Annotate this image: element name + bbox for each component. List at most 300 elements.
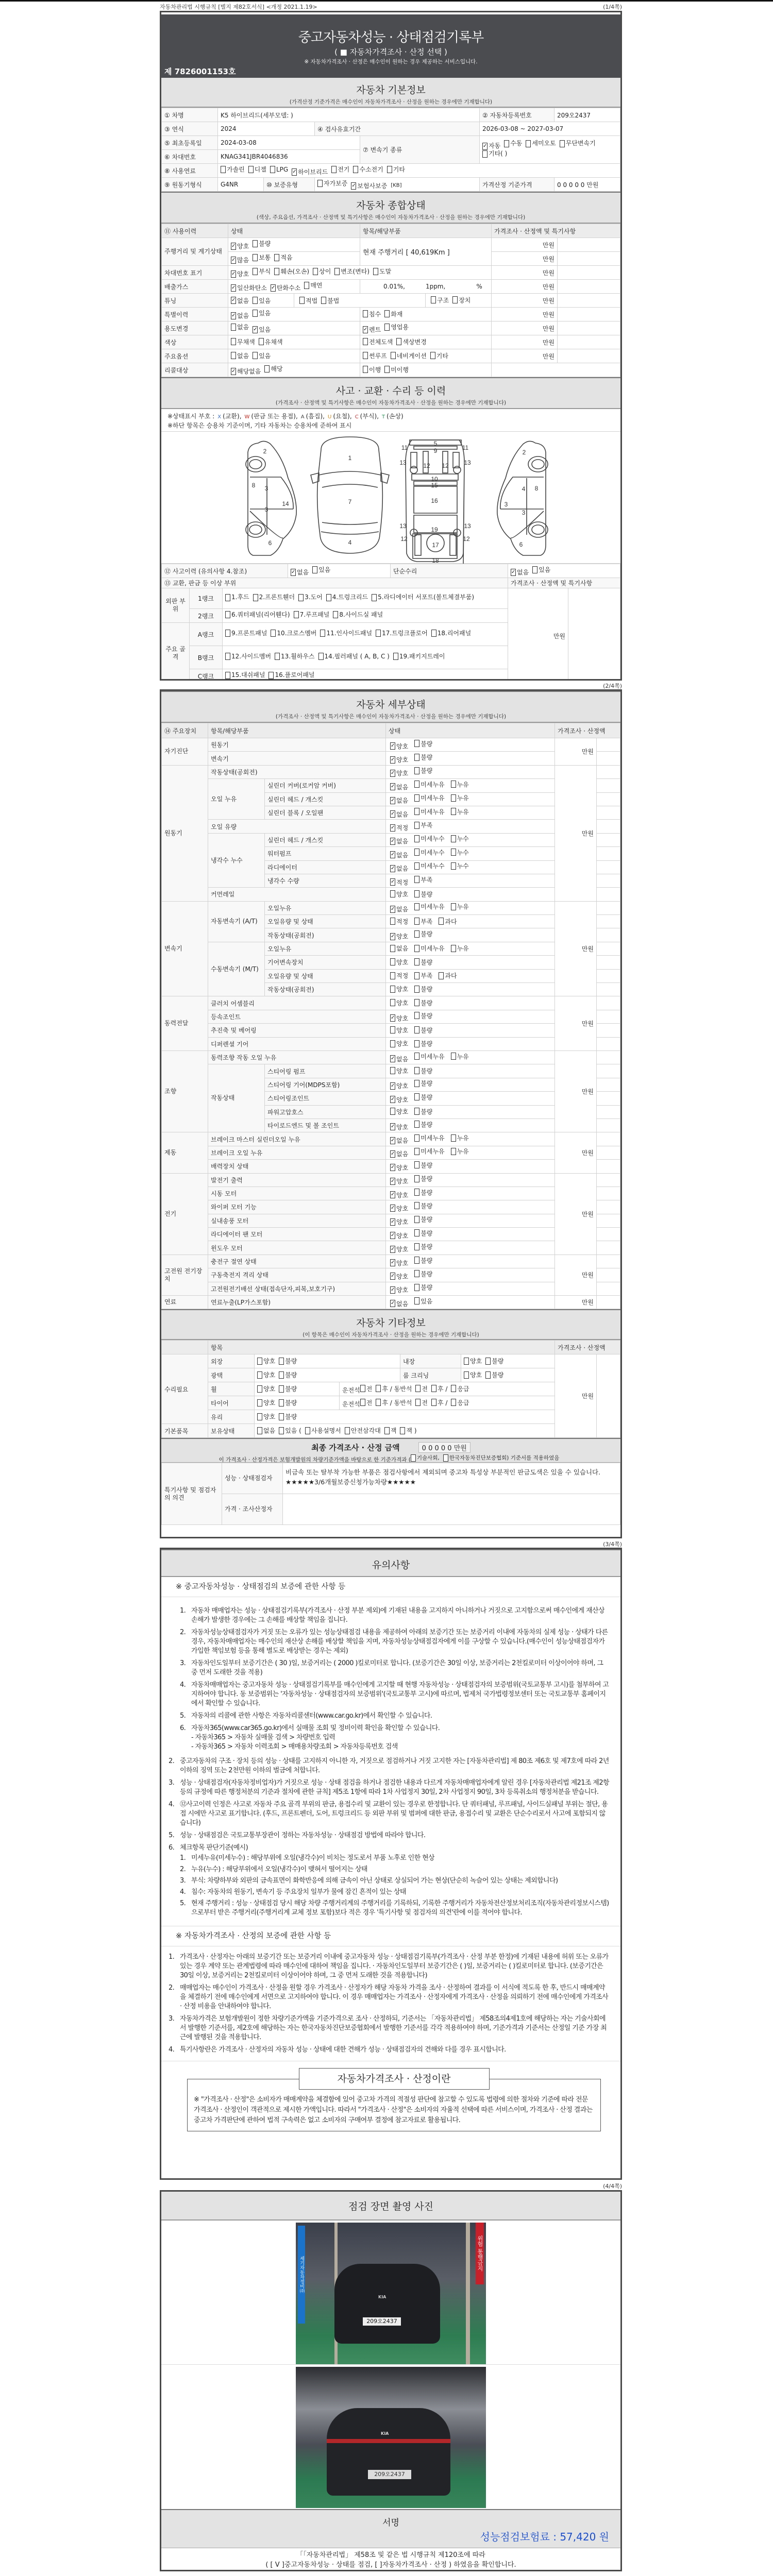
checkbox-option[interactable] [321,296,339,305]
checkbox[interactable] [373,268,378,275]
checkbox[interactable] [390,1300,395,1307]
checkbox-option[interactable] [482,142,500,150]
checkbox-option[interactable] [376,1398,412,1407]
checkbox-option[interactable] [414,821,432,829]
checkbox-option[interactable] [532,565,550,574]
checkbox-option[interactable] [353,165,383,174]
checkbox[interactable] [221,166,226,173]
checkbox[interactable] [414,930,419,938]
checkbox[interactable] [414,754,419,761]
checkbox-option[interactable] [390,1163,408,1172]
checkbox[interactable] [390,1259,395,1266]
checkbox-option[interactable] [326,594,368,601]
checkbox[interactable] [321,297,326,304]
checkbox-option[interactable] [360,1398,373,1407]
checkbox-option[interactable] [451,1133,469,1142]
checkbox-option[interactable] [390,1299,408,1308]
checkbox-option[interactable] [384,323,409,331]
checkbox-option[interactable] [351,181,387,190]
checkbox[interactable] [257,1399,262,1406]
checkbox[interactable] [317,180,323,187]
checkbox-option[interactable] [320,630,372,637]
checkbox-option[interactable] [414,848,444,857]
checkbox[interactable] [390,1123,395,1130]
checkbox[interactable] [443,1454,448,1462]
checkbox-option[interactable] [279,1426,301,1435]
checkbox-option[interactable] [414,766,432,775]
checkbox[interactable] [414,767,419,774]
checkbox[interactable] [526,140,531,147]
checkbox[interactable] [363,352,368,359]
checkbox[interactable] [415,1385,421,1392]
checkbox-option[interactable] [372,594,474,601]
checkbox-option[interactable] [390,1123,408,1131]
checkbox[interactable] [393,653,398,660]
checkbox[interactable] [411,1454,416,1462]
checkbox-option[interactable] [414,1256,432,1265]
checkbox[interactable] [439,918,444,925]
checkbox[interactable] [390,756,395,764]
checkbox[interactable] [384,310,390,317]
checkbox-option[interactable] [414,1283,432,1292]
checkbox[interactable] [320,630,325,637]
checkbox[interactable] [390,933,395,940]
checkbox[interactable] [482,150,488,158]
checkbox[interactable] [376,630,381,637]
checkbox[interactable] [225,630,230,637]
checkbox[interactable] [431,1385,436,1392]
checkbox-option[interactable] [414,958,432,967]
checkbox-option[interactable] [414,1011,432,1020]
checkbox[interactable] [231,257,236,264]
checkbox[interactable] [363,310,368,317]
checkbox-option[interactable] [451,1398,469,1407]
checkbox-option[interactable] [390,1191,408,1199]
checkbox[interactable] [431,1399,436,1406]
checkbox[interactable] [414,876,419,883]
checkbox[interactable] [231,297,236,304]
checkbox-option[interactable] [414,1188,432,1197]
checkbox[interactable] [451,835,456,842]
checkbox[interactable] [390,1067,395,1074]
checkbox[interactable] [451,1385,456,1392]
checkbox[interactable] [333,611,338,618]
checkbox-option[interactable] [253,325,271,334]
checkbox-option[interactable] [411,1454,440,1462]
checkbox-option[interactable] [271,283,300,292]
checkbox[interactable] [415,1399,421,1406]
checkbox-option[interactable] [451,834,469,843]
checkbox[interactable] [464,1358,469,1365]
checkbox-option[interactable] [390,1095,408,1104]
checkbox-option[interactable] [414,1107,432,1116]
checkbox-option[interactable] [231,351,249,360]
checkbox-option[interactable] [231,269,249,278]
checkbox-option[interactable] [291,568,309,577]
checkbox-option[interactable] [279,1412,297,1421]
checkbox-option[interactable] [390,917,408,926]
checkbox-option[interactable] [275,653,314,660]
checkbox[interactable] [253,240,258,247]
checkbox[interactable] [231,324,236,331]
checkbox[interactable] [390,783,395,790]
checkbox[interactable] [414,740,419,747]
checkbox-option[interactable] [390,890,408,899]
checkbox-option[interactable] [345,1426,381,1435]
checkbox[interactable] [292,168,297,176]
checkbox-option[interactable] [482,150,507,158]
checkbox-option[interactable] [415,1384,428,1393]
checkbox[interactable] [253,297,258,304]
checkbox[interactable] [451,1134,456,1142]
checkbox[interactable] [390,1205,395,1212]
checkbox[interactable] [331,166,337,173]
checkbox[interactable] [414,822,419,829]
checkbox-option[interactable] [414,1052,444,1061]
checkbox[interactable] [390,838,395,845]
checkbox-option[interactable] [390,932,408,941]
checkbox-option[interactable] [274,253,292,262]
checkbox[interactable] [414,1148,419,1155]
checkbox[interactable] [414,1202,419,1209]
checkbox-option[interactable] [430,351,448,360]
checkbox[interactable] [451,903,456,910]
checkbox-option[interactable] [225,594,249,601]
checkbox[interactable] [257,1385,262,1393]
checkbox-option[interactable] [390,1285,408,1294]
checkbox[interactable] [298,594,304,601]
checkbox-option[interactable] [390,971,408,980]
checkbox-option[interactable] [225,653,271,660]
checkbox-option[interactable] [414,753,432,761]
checkbox-option[interactable] [431,1398,447,1407]
checkbox-option[interactable] [390,1231,408,1240]
checkbox-option[interactable] [268,671,314,679]
checkbox[interactable] [451,862,456,870]
checkbox-option[interactable] [390,1136,408,1145]
checkbox-option[interactable] [391,351,427,360]
checkbox-option[interactable] [253,594,295,601]
checkbox[interactable] [259,338,264,345]
checkbox[interactable] [271,630,276,637]
checkbox[interactable] [414,1093,419,1100]
checkbox[interactable] [376,1399,381,1406]
checkbox[interactable] [312,566,317,573]
checkbox[interactable] [390,1055,395,1062]
checkbox[interactable] [414,1026,419,1033]
checkbox-option[interactable] [305,1426,341,1435]
checkbox-option[interactable] [414,917,432,926]
checkbox-option[interactable] [439,971,457,980]
checkbox[interactable] [253,310,258,317]
checkbox[interactable] [390,945,395,952]
checkbox-option[interactable] [390,823,408,832]
checkbox-option[interactable] [390,905,408,913]
checkbox[interactable] [390,770,395,777]
checkbox-option[interactable] [253,239,271,248]
checkbox-option[interactable] [415,1398,428,1407]
checkbox-option[interactable] [414,834,444,843]
checkbox-option[interactable] [253,253,271,262]
checkbox-option[interactable] [414,1120,432,1129]
checkbox[interactable] [414,972,419,979]
checkbox[interactable] [390,1218,395,1226]
checkbox-option[interactable] [451,944,469,953]
checkbox[interactable] [560,140,565,147]
checkbox-option[interactable] [390,1107,408,1116]
checkbox-option[interactable] [393,653,445,660]
checkbox-option[interactable] [231,367,261,376]
checkbox-option[interactable] [464,1357,482,1365]
checkbox-option[interactable] [294,611,330,619]
checkbox[interactable] [253,268,258,275]
checkbox-option[interactable] [231,283,267,292]
checkbox[interactable] [414,999,419,1006]
checkbox[interactable] [414,862,419,870]
checkbox[interactable] [279,1371,284,1379]
checkbox[interactable] [485,1371,491,1379]
checkbox-option[interactable] [376,1384,412,1393]
checkbox-option[interactable] [414,1242,432,1251]
checkbox-option[interactable] [363,351,387,360]
checkbox-option[interactable] [451,793,469,802]
checkbox[interactable] [257,1413,262,1420]
checkbox-option[interactable] [363,325,381,334]
checkbox[interactable] [390,851,395,858]
checkbox-option[interactable] [390,742,408,751]
checkbox[interactable] [304,282,309,289]
checkbox-option[interactable] [390,1055,408,1063]
checkbox[interactable] [439,972,444,979]
checkbox[interactable] [414,1161,419,1168]
checkbox-option[interactable] [257,1384,275,1393]
checkbox[interactable] [390,797,395,804]
checkbox[interactable] [390,865,395,872]
checkbox[interactable] [390,1014,395,1022]
checkbox-option[interactable] [414,1269,432,1278]
checkbox[interactable] [430,352,435,359]
checkbox-option[interactable] [363,365,381,374]
checkbox[interactable] [376,1385,381,1392]
checkbox[interactable] [231,270,236,278]
checkbox-option[interactable] [396,337,426,346]
checkbox-option[interactable] [414,1039,432,1048]
checkbox[interactable] [414,1297,419,1304]
checkbox[interactable] [231,352,236,359]
checkbox-option[interactable] [279,1370,297,1379]
checkbox-option[interactable] [333,611,383,619]
checkbox[interactable] [452,296,458,303]
checkbox[interactable] [532,566,537,573]
checkbox[interactable] [279,1399,284,1406]
checkbox[interactable] [414,794,419,802]
checkbox[interactable] [390,1178,395,1185]
checkbox[interactable] [384,1427,390,1434]
checkbox[interactable] [313,268,318,275]
checkbox[interactable] [391,352,396,359]
checkbox[interactable] [390,1026,395,1033]
checkbox[interactable] [275,653,280,660]
checkbox[interactable] [414,1243,419,1250]
checkbox-option[interactable] [443,1454,560,1462]
checkbox[interactable] [414,849,419,856]
checkbox-option[interactable] [231,296,249,305]
checkbox-option[interactable] [298,594,323,601]
checkbox[interactable] [511,569,516,576]
checkbox[interactable] [225,672,230,679]
checkbox[interactable] [390,1082,395,1090]
checkbox[interactable] [299,297,305,304]
checkbox-option[interactable] [451,1147,469,1156]
checkbox[interactable] [414,890,419,897]
checkbox[interactable] [390,1096,395,1103]
checkbox[interactable] [363,366,368,373]
checkbox-option[interactable] [400,1426,416,1435]
checkbox-option[interactable] [414,1093,432,1101]
checkbox-option[interactable] [384,310,402,318]
checkbox-option[interactable] [414,1174,432,1183]
checkbox[interactable] [372,594,377,601]
checkbox[interactable] [268,672,274,679]
checkbox[interactable] [390,1164,395,1171]
checkbox[interactable] [387,166,392,173]
checkbox-option[interactable] [485,1370,503,1379]
checkbox[interactable] [431,630,436,637]
checkbox-option[interactable] [313,267,331,276]
checkbox-option[interactable] [414,929,432,938]
checkbox-option[interactable] [431,1384,447,1393]
checkbox[interactable] [274,268,279,275]
checkbox[interactable] [414,1189,419,1196]
checkbox-option[interactable] [317,179,347,188]
checkbox-option[interactable] [451,1052,469,1061]
checkbox[interactable] [390,878,395,886]
checkbox[interactable] [264,365,270,372]
checkbox[interactable] [225,594,230,601]
checkbox-option[interactable] [225,671,265,679]
checkbox-option[interactable] [257,1426,275,1435]
checkbox-option[interactable] [253,351,271,360]
checkbox[interactable] [390,890,395,897]
checkbox[interactable] [414,1067,419,1074]
checkbox-option[interactable] [360,1384,373,1393]
checkbox-option[interactable] [279,1384,297,1393]
checkbox[interactable] [414,918,419,925]
checkbox-option[interactable] [390,837,408,845]
checkbox[interactable] [291,569,296,576]
checkbox-option[interactable] [414,875,432,884]
checkbox-option[interactable] [257,1398,275,1407]
checkbox[interactable] [351,182,356,190]
checkbox-option[interactable] [390,958,408,967]
checkbox[interactable] [390,1108,395,1115]
checkbox-option[interactable] [390,810,408,819]
checkbox-option[interactable] [390,783,408,791]
checkbox-option[interactable] [414,985,432,993]
checkbox-option[interactable] [390,1259,408,1267]
checkbox[interactable] [414,1080,419,1087]
checkbox-option[interactable] [292,167,328,176]
checkbox-option[interactable] [414,793,444,802]
checkbox[interactable] [451,808,456,815]
checkbox[interactable] [451,794,456,802]
checkbox-option[interactable] [414,780,444,789]
checkbox-option[interactable] [259,337,283,346]
checkbox[interactable] [414,1053,419,1060]
checkbox-option[interactable] [390,1177,408,1185]
checkbox[interactable] [390,1273,395,1280]
checkbox[interactable] [414,1229,419,1236]
checkbox[interactable] [225,611,230,618]
checkbox[interactable] [270,166,275,173]
checkbox[interactable] [414,1134,419,1142]
checkbox[interactable] [390,810,395,818]
checkbox[interactable] [253,352,258,359]
checkbox-option[interactable] [452,296,470,304]
checkbox[interactable] [363,326,368,333]
checkbox[interactable] [396,338,401,345]
checkbox[interactable] [231,368,236,375]
checkbox-option[interactable] [451,780,469,789]
checkbox-option[interactable] [390,1081,408,1090]
checkbox-option[interactable] [279,1357,297,1365]
checkbox[interactable] [326,594,331,601]
checkbox[interactable] [451,1148,456,1155]
checkbox[interactable] [253,326,258,333]
checkbox-option[interactable] [390,1245,408,1253]
checkbox-option[interactable] [504,140,522,147]
checkbox[interactable] [257,1358,262,1365]
checkbox-option[interactable] [387,165,405,174]
checkbox[interactable] [390,1286,395,1294]
checkbox-option[interactable] [390,1039,408,1048]
checkbox[interactable] [414,781,419,788]
checkbox-option[interactable] [390,864,408,873]
checkbox-option[interactable] [257,1412,275,1421]
checkbox-option[interactable] [225,611,290,619]
checkbox[interactable] [390,906,395,913]
checkbox-option[interactable] [485,1357,503,1365]
checkbox[interactable] [414,945,419,952]
checkbox[interactable] [279,1427,284,1434]
checkbox[interactable] [305,1427,310,1434]
checkbox-option[interactable] [451,848,469,857]
checkbox[interactable] [279,1413,284,1420]
checkbox[interactable] [225,653,230,660]
checkbox[interactable] [279,1358,284,1365]
checkbox-option[interactable] [373,267,391,276]
checkbox[interactable] [360,1399,365,1406]
checkbox[interactable] [257,1427,262,1434]
checkbox[interactable] [231,243,236,250]
checkbox[interactable] [294,611,299,618]
checkbox[interactable] [360,1385,365,1392]
checkbox-option[interactable] [257,1370,275,1379]
checkbox[interactable] [390,1246,395,1253]
checkbox-option[interactable] [274,267,309,276]
checkbox[interactable] [231,338,236,345]
checkbox[interactable] [451,781,456,788]
checkbox-option[interactable] [414,1201,432,1210]
checkbox[interactable] [414,1012,419,1019]
checkbox-option[interactable] [414,1026,432,1035]
checkbox[interactable] [485,1358,491,1365]
checkbox-option[interactable] [414,998,432,1007]
checkbox-option[interactable] [376,630,428,637]
checkbox[interactable] [390,958,395,965]
checkbox[interactable] [400,1427,405,1434]
checkbox-option[interactable] [414,944,444,953]
